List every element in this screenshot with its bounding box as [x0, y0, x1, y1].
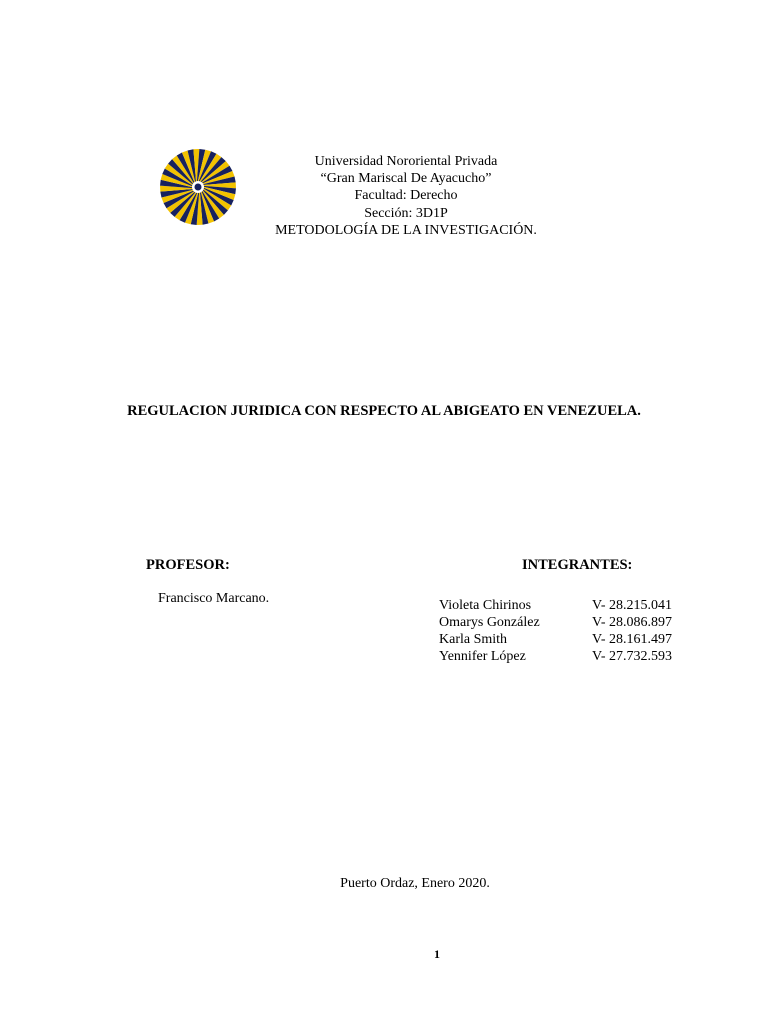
member-name: Yennifer López	[439, 649, 526, 664]
university-full-name: “Gran Mariscal De Ayacucho”	[320, 171, 492, 187]
section-line: Sección: 3D1P	[364, 205, 448, 221]
member-row	[439, 614, 692, 631]
member-id: V- 28.215.041	[592, 598, 672, 613]
member-row	[439, 597, 692, 614]
member-id: V- 28.161.497	[592, 632, 672, 647]
university-name: Universidad Nororiental Privada	[314, 154, 498, 169]
page-number: 1	[434, 947, 440, 961]
institution-header	[250, 153, 562, 239]
members-list	[439, 597, 692, 665]
document-title: REGULACION JURIDICA CON RESPECTO AL ABIGEATO EN VENEZUELA.	[127, 403, 641, 419]
member-id: V- 28.086.897	[592, 615, 672, 630]
member-name: Karla Smith	[439, 632, 508, 647]
member-row	[439, 648, 692, 665]
course-line: METODOLOGÍA DE LA INVESTIGACIÓN.	[275, 222, 537, 238]
member-name: Violeta Chirinos	[439, 598, 532, 613]
members-heading: INTEGRANTES:	[522, 557, 633, 573]
member-row	[439, 631, 692, 648]
university-logo-icon	[155, 124, 241, 238]
professor-heading: PROFESOR:	[146, 557, 230, 573]
professor-name: Francisco Marcano.	[158, 591, 270, 606]
member-id: V- 27.732.593	[592, 649, 672, 664]
place-and-date: Puerto Ordaz, Enero 2020.	[340, 876, 490, 891]
logo-center-dot	[195, 184, 202, 191]
faculty-line: Facultad: Derecho	[354, 188, 458, 204]
member-name: Omarys González	[439, 615, 540, 630]
